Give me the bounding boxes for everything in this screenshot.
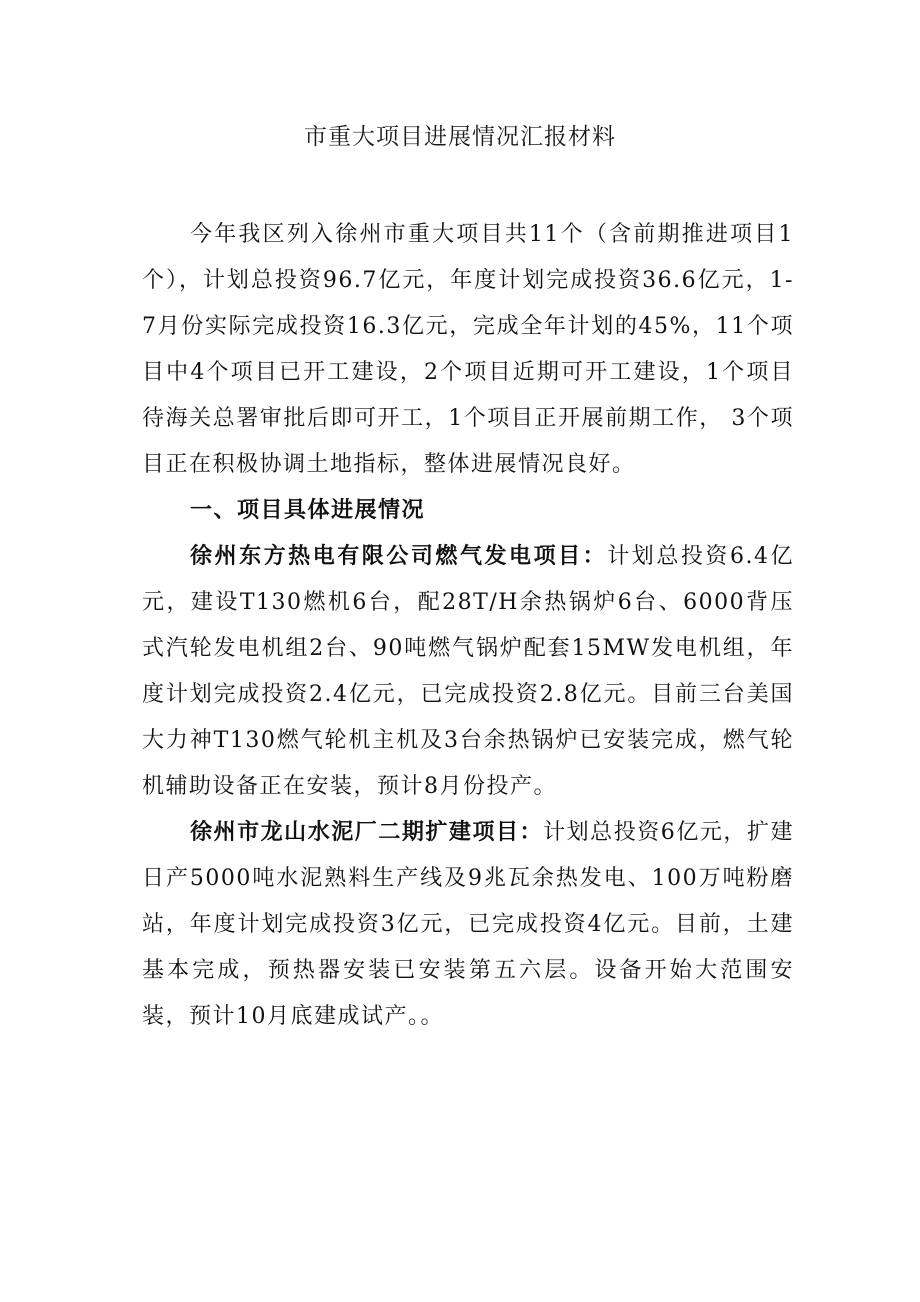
project-paragraph (142, 534, 794, 810)
project-description: 计划总投资6.4亿元，建设T130燃机6台，配28T/H余热锅炉6台、6000背压式汽轮发电机组2台、90吨燃气锅炉配套15MW发电机组，年度计划完成投资2.4亿元，已完成投资2.8亿元。目前三台美国大力神T130燃气轮机主机及3台余热锅炉已安装完成，燃气轮机辅助设备正在安装，预计8月份投产。 (142, 544, 794, 799)
project-name: 徐州东方热电有限公司燃气发电项目： (190, 544, 608, 569)
project-name: 徐州市龙山水泥厂二期扩建项目： (190, 820, 544, 845)
project-paragraph (142, 810, 794, 1040)
document-title: 市重大项目进展情况汇报材料 (304, 124, 616, 150)
intro-paragraph: 今年我区列入徐州市重大项目共11个（含前期推进项目1个），计划总投资96.7亿元，年度计划完成投资36.6亿元，1-7月份实际完成投资16.3亿元，完成全年计划的45%，11个项目中4个项目已开工建设，2个项目近期可开工建设，1个项目待海关总署审批后即可开工，1个项目正开展前期工作， 3个项目正在积极协调土地指标，整体进展情况良好。 (142, 222, 794, 477)
project-description: 计划总投资6亿元，扩建日产5000吨水泥熟料生产线及9兆瓦余热发电、100万吨粉磨站，年度计划完成投资3亿元，已完成投资4亿元。目前，土建基本完成，预热器安装已安装第五六层。设备开始大范围安装，预计10月底建成试产。。 (142, 820, 794, 1029)
section-heading: 一、项目具体进展情况 (190, 498, 426, 523)
document-body (142, 212, 794, 1040)
